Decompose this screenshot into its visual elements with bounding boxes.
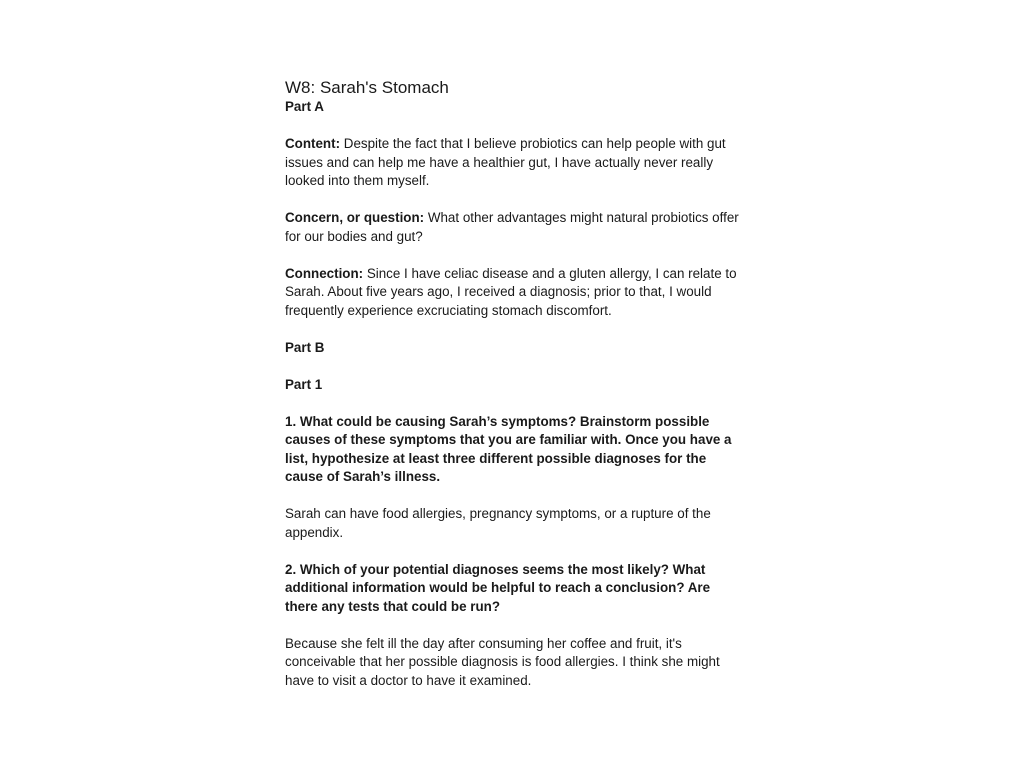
spacer bbox=[285, 542, 740, 561]
spacer bbox=[285, 117, 740, 136]
connection-label: Connection: bbox=[285, 265, 364, 281]
part-b-heading: Part B bbox=[285, 339, 325, 355]
part-1-heading: Part 1 bbox=[285, 376, 323, 392]
answer-2: Because she felt ill the day after consuming her coffee and fruit, it's conceivable that her possible diagnosis is food allergies. I think she might have to visit a doctor to have it examined. bbox=[285, 635, 720, 688]
spacer bbox=[285, 320, 740, 339]
content-paragraph bbox=[285, 135, 740, 191]
spacer bbox=[285, 394, 740, 413]
question-1: 1. What could be causing Sarah’s symptoms? Brainstorm possible causes of these symptoms that you are familiar with. Once you have a list, hypothesize at least three different possible diagnoses for the cause of Sarah’s illness. bbox=[285, 413, 732, 484]
connection-text: Since I have celiac disease and a gluten allergy, I can relate to Sarah. About five years ago, I received a diagnosis; prior to that, I would frequently experience excruciating stomach discomfort. bbox=[285, 265, 737, 318]
concern-paragraph bbox=[285, 209, 740, 246]
spacer bbox=[285, 191, 740, 210]
question-2: 2. Which of your potential diagnoses seems the most likely? What additional information would be helpful to reach a conclusion? Are there any tests that could be run? bbox=[285, 561, 711, 614]
content-text: Despite the fact that I believe probiotics can help people with gut issues and can help me have a healthier gut, I have actually never really looked into them myself. bbox=[285, 136, 726, 188]
spacer bbox=[285, 357, 740, 376]
content-label: Content: bbox=[285, 136, 341, 151]
document-title: W8: Sarah's Stomach bbox=[285, 78, 449, 97]
answer-1: Sarah can have food allergies, pregnancy symptoms, or a rupture of the appendix. bbox=[285, 506, 711, 540]
spacer bbox=[285, 616, 740, 635]
document-page bbox=[285, 78, 740, 690]
connection-paragraph bbox=[285, 265, 740, 321]
concern-text: What other advantages might natural probiotics offer for our bodies and gut? bbox=[285, 210, 739, 244]
spacer bbox=[285, 246, 740, 265]
spacer bbox=[285, 487, 740, 506]
part-a-heading: Part A bbox=[285, 99, 324, 114]
concern-label: Concern, or question: bbox=[285, 210, 425, 225]
